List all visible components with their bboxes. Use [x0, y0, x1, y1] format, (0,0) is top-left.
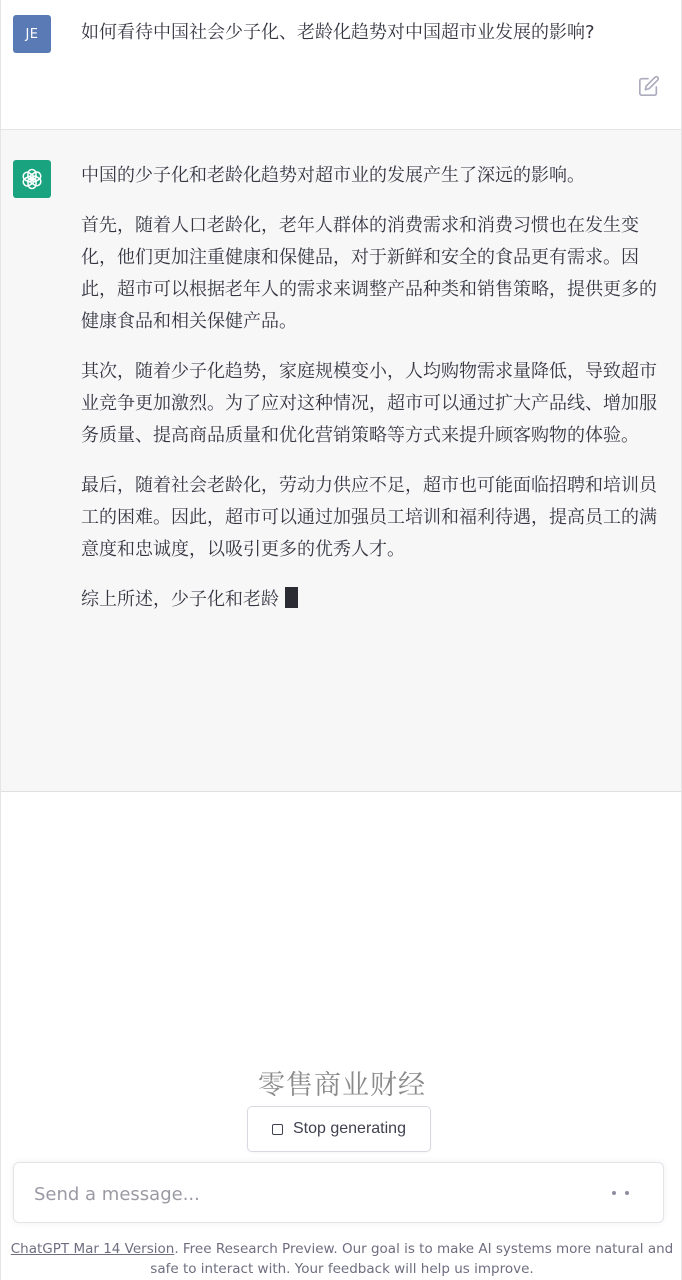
stop-generating-label: Stop generating: [293, 1120, 406, 1137]
edit-icon[interactable]: [638, 75, 660, 97]
footer-disclaimer: [1, 1239, 682, 1279]
version-link[interactable]: ChatGPT Mar 14 Version: [10, 1241, 175, 1257]
watermark: 零售商业财经: [258, 1070, 426, 1101]
assistant-partial-text: 综上所述，少子化和老龄: [81, 589, 279, 610]
stop-icon: [272, 1124, 283, 1135]
assistant-paragraph-partial: [81, 584, 666, 616]
stop-generating-button[interactable]: [247, 1106, 431, 1152]
assistant-paragraph: 中国的少子化和老龄化趋势对超市业的发展产生了深远的影响。: [81, 165, 585, 186]
loading-dots-icon: [612, 1191, 629, 1195]
message-input-box: [13, 1162, 664, 1223]
user-message-text: 如何看待中国社会少子化、老龄化趋势对中国超市业发展的影响?: [81, 22, 595, 43]
user-avatar: JE: [13, 15, 51, 53]
footer-text: . Free Research Preview. Our goal is to make AI systems more natural and safe to interact with. Your feedback will help us improve.: [150, 1241, 674, 1277]
user-message-row: [1, 0, 681, 130]
assistant-paragraph: 首先，随着人口老龄化，老年人群体的消费需求和消费习惯也在发生变化，他们更加注重健康和保健品，对于新鲜和安全的食品更有需求。因此，超市可以根据老年人的需求来调整产品种类和销售策略，提供更多的健康食品和相关保健产品。: [81, 215, 657, 332]
openai-logo-icon: [19, 166, 45, 192]
assistant-paragraph: 其次，随着少子化趋势，家庭规模变小，人均购物需求量降低，导致超市业竞争更加激烈。为了应对这种情况，超市可以通过扩大产品线、增加服务质量、提高商品质量和优化营销策略等方式来提升顾客购物的体验。: [81, 361, 657, 446]
assistant-paragraph: 最后，随着社会老龄化，劳动力供应不足，超市也可能面临招聘和培训员工的困难。因此，超市可以通过加强员工培训和福利待遇，提高员工的满意度和忠诚度，以吸引更多的优秀人才。: [81, 475, 657, 560]
assistant-message-text: [81, 160, 666, 634]
bot-avatar: [13, 160, 51, 198]
typing-cursor: [285, 587, 298, 608]
message-input[interactable]: [34, 1181, 594, 1207]
assistant-message-row: [1, 130, 681, 792]
